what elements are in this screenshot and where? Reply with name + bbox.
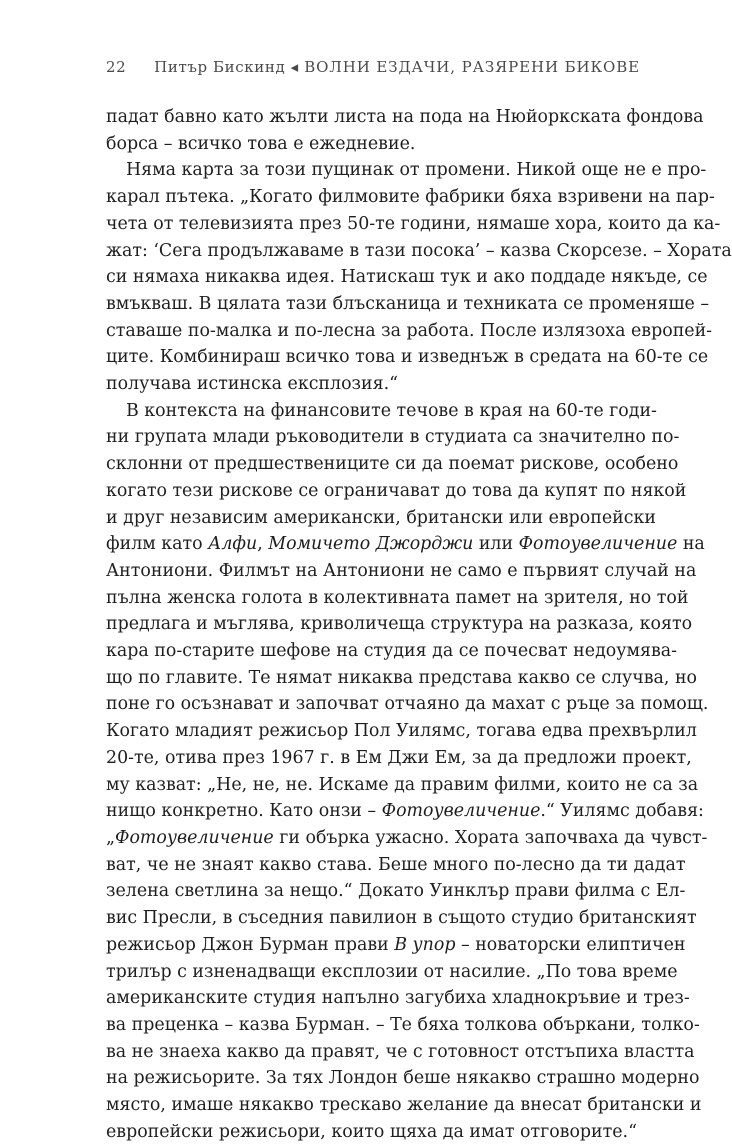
text-line: ва преценка – казва Бурман. – Те бяха толкова объркани, толко- xyxy=(106,1014,700,1035)
text-line: Няма карта за този пущинак от промени. Никой още не е про- xyxy=(126,160,707,181)
text-line: падат бавно като жълти листа на пода на Нюйоркската фондова xyxy=(106,107,704,127)
text-line: предлага и мъглява, криволичеща структура на разказа, която xyxy=(106,614,693,635)
text-line: пълна женска голота в колективната памет на зрителя, но той xyxy=(106,587,689,608)
running-head xyxy=(154,58,640,76)
text-line: В контекста на финансовите течове в края на 60-те годи- xyxy=(126,400,657,421)
text-line: филм като Алфи, Момичето Джорджи или Фотоувеличение на xyxy=(106,534,705,555)
text-line: що по главите. Те нямат никаква представа какво се случва, но xyxy=(106,667,698,688)
author-name: Питър Бискинд xyxy=(154,58,286,76)
text-line: „Фотоувеличение ги обърка ужасно. Хората започваха да чувст- xyxy=(106,827,708,848)
text-line: Когато младият режисьор Пол Уилямс, тогава едва прехвърлил xyxy=(106,721,697,742)
text-line: поне го осъзнават и започват отчаяно да махат с ръце за помощ. xyxy=(106,694,709,715)
text-line: трилър с изненадващи експлозии от насилие. „По това време xyxy=(106,961,678,982)
text-line: и друг независим американски, британски или европейски xyxy=(106,507,656,528)
text-line: склонни от предшествениците си да поемат рискове, особено xyxy=(106,454,679,475)
text-line: вмъкваш. В цялата тази блъсканица и техниката се променяше – xyxy=(106,293,710,314)
text-line: американските студия напълно загубиха хладнокръвие и трез- xyxy=(106,988,690,1009)
page-number: 22 xyxy=(106,58,127,76)
header-separator: ◂ xyxy=(290,58,299,76)
text-line: си нямаха никаква идея. Натискаш тук и ако поддаде някъде, се xyxy=(106,267,708,288)
text-line: нищо конкретно. Като онзи – Фотоувеличение.“ Уилямс добавя: xyxy=(106,801,704,822)
text-line: ва не знаеха какво да правят, че с готовност отстъпиха властта xyxy=(106,1041,695,1062)
text-line: кара по-старите шефове на студия да се почесват недоумява- xyxy=(106,641,678,662)
text-line: зелена светлина за нещо.“ Докато Уинклър прави филма с Ел- xyxy=(106,881,686,902)
text-line: когато тези рискове се ограничават до това да купят по някой xyxy=(106,480,687,501)
body-text xyxy=(106,104,732,1145)
text-line: ците. Комбинираш всичко това и изведнъж в средата на 60-те се xyxy=(106,347,709,368)
paragraph xyxy=(106,157,732,397)
text-line: чета от телевизията през 50-те години, нямаше хора, които да ка- xyxy=(106,213,721,234)
book-title: ВОЛНИ ЕЗДАЧИ, РАЗЯРЕНИ БИКОВЕ xyxy=(304,58,640,76)
text-line: получава истинска експлозия.“ xyxy=(106,374,399,395)
text-line: режисьор Джон Бурман прави В упор – новаторски елиптичен xyxy=(106,934,686,955)
text-line: жат: ‘Сега продължаваме в тази посока’ – казва Скорсезе. – Хората xyxy=(106,240,732,261)
text-line: на режисьорите. За тях Лондон беше някакво страшно модерно xyxy=(106,1068,700,1089)
text-line: карал пътека. „Когато филмовите фабрики бяха взривени на пар- xyxy=(106,187,715,208)
text-line: европейски режисьори, които щяха да имат отговорите.“ xyxy=(106,1121,637,1142)
text-line: вис Пресли, в съседния павилион в същото студио британският xyxy=(106,908,697,929)
text-line: ни групата млади ръководители в студиата са значително по- xyxy=(106,427,680,448)
text-line: 20-те, отива през 1967 г. в Ем Джи Ем, за да предложи проект, xyxy=(106,747,692,768)
text-line: място, имаше някакво трескаво желание да внесат британски и xyxy=(106,1095,702,1116)
text-line: Антониони. Филмът на Антониони не само е първият случай на xyxy=(106,560,697,581)
paragraph xyxy=(106,398,709,1145)
text-line: ставаше по-малка и по-лесна за работа. После излязоха европей- xyxy=(106,320,713,341)
running-header xyxy=(106,58,640,80)
text-line: ват, че не знаят какво става. Беше много по-лесно да ти дадат xyxy=(106,854,686,875)
text-line: борса – всичко това е ежедневие. xyxy=(106,133,416,154)
paragraph xyxy=(106,104,704,157)
text-line: му казват: „Не, не, не. Искаме да правим филми, които не са за xyxy=(106,774,699,795)
